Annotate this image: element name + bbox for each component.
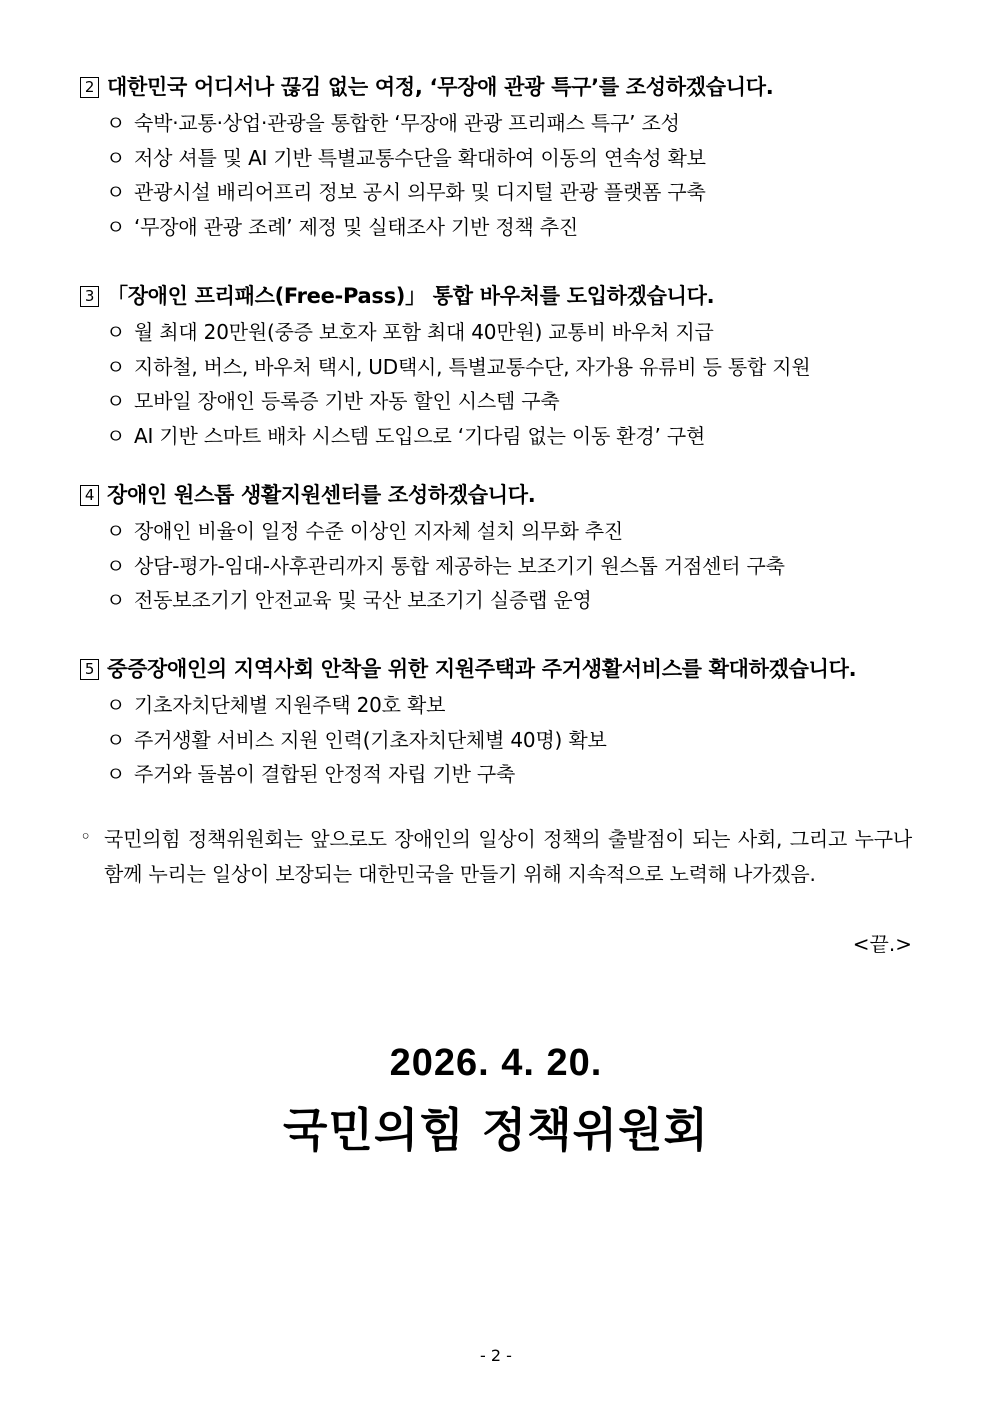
bullet-icon: ㅇ <box>106 519 126 543</box>
bullet-icon: ㅇ <box>106 180 126 204</box>
closing-bullet-icon: ◦ <box>80 826 92 848</box>
item-text: 월 최대 20만원(중증 보호자 포함 최대 40만원) 교통비 바우처 지급 <box>134 320 714 344</box>
list-item <box>80 315 920 350</box>
bullet-icon: ㅇ <box>106 111 126 135</box>
section-title-text: 중증장애인의 지역사회 안착을 위한 지원주택과 주거생활서비스를 확대하겠습니다. <box>107 657 857 681</box>
section-3 <box>80 281 920 453</box>
list-item <box>80 419 920 454</box>
item-text: 숙박·교통·상업·관광을 통합한 ‘무장애 관광 프리패스 특구’ 조성 <box>134 111 680 135</box>
closing-text: 국민의힘 정책위원회는 앞으로도 장애인의 일상이 정책의 출발점이 되는 사회, 그리고 누구나 함께 누리는 일상이 보장되는 대한민국을 만들기 위해 지속적으로 노력해 나가겠음. <box>104 827 912 886</box>
section-items <box>80 688 920 792</box>
list-item <box>80 514 920 549</box>
list-item <box>80 106 920 141</box>
list-item <box>80 210 920 245</box>
bullet-icon: ㅇ <box>106 727 126 752</box>
list-item <box>80 350 920 385</box>
section-items <box>80 315 920 453</box>
item-text: 전동보조기기 안전교육 및 국산 보조기기 실증랩 운영 <box>134 588 592 612</box>
bullet-icon: ㅇ <box>106 389 126 413</box>
section-title-text: 장애인 원스톱 생활지원센터를 조성하겠습니다. <box>107 483 536 507</box>
item-text: 상담-평가-임대-사후관리까지 통합 제공하는 보조기기 원스톱 거점센터 구축 <box>134 553 785 578</box>
bullet-icon: ㅇ <box>106 423 126 448</box>
item-text: ‘무장애 관광 조례’ 제정 및 실태조사 기반 정책 추진 <box>134 214 578 239</box>
list-item <box>80 141 920 176</box>
closing-paragraph <box>80 822 912 892</box>
bullet-icon: ㅇ <box>106 214 126 239</box>
item-text: AI 기반 스마트 배차 시스템 도입으로 ‘기다림 없는 이동 환경’ 구현 <box>134 423 706 448</box>
section-number-box: 3 <box>80 286 99 307</box>
item-text: 주거와 돌봄이 결합된 안정적 자립 기반 구축 <box>134 762 516 786</box>
bullet-icon: ㅇ <box>106 145 126 170</box>
item-text: 기초자치단체별 지원주택 20호 확보 <box>134 693 446 717</box>
list-item <box>80 723 920 758</box>
section-2 <box>80 72 920 244</box>
item-text: 관광시설 배리어프리 정보 공시 의무화 및 디지털 관광 플랫폼 구축 <box>134 180 706 204</box>
section-number-box: 4 <box>80 485 99 506</box>
list-item <box>80 688 920 723</box>
organization-name: 국민의힘 정책위원회 <box>283 1103 709 1157</box>
bullet-icon: ㅇ <box>106 588 126 612</box>
document-date: 2026. 4. 20. <box>389 1042 603 1084</box>
section-number-box: 2 <box>80 77 99 98</box>
section-items <box>80 514 920 618</box>
section-title-text: 대한민국 어디서나 끊김 없는 여정, ‘무장애 관광 특구’를 조성하겠습니다. <box>107 75 774 99</box>
section-title <box>80 480 920 510</box>
item-text: 저상 셔틀 및 AI 기반 특별교통수단을 확대하여 이동의 연속성 확보 <box>134 145 706 170</box>
section-title <box>80 281 920 311</box>
section-title <box>80 654 920 684</box>
page-number: - 2 - <box>480 1346 512 1365</box>
list-item <box>80 757 920 792</box>
section-5 <box>80 654 920 792</box>
item-text: 모바일 장애인 등록증 기반 자동 할인 시스템 구축 <box>134 389 560 413</box>
item-text: 지하철, 버스, 바우처 택시, UD택시, 특별교통수단, 자가용 유류비 등 통합 지원 <box>134 354 811 379</box>
bullet-icon: ㅇ <box>106 320 126 344</box>
list-item <box>80 175 920 210</box>
item-text: 장애인 비율이 일정 수준 이상인 지자체 설치 의무화 추진 <box>134 519 624 543</box>
list-item <box>80 583 920 618</box>
bullet-icon: ㅇ <box>106 693 126 717</box>
section-title <box>80 72 920 102</box>
item-text: 주거생활 서비스 지원 인력(기초자치단체별 40명) 확보 <box>134 727 607 752</box>
end-mark: <끝.> <box>852 932 912 956</box>
bullet-icon: ㅇ <box>106 762 126 786</box>
list-item <box>80 384 920 419</box>
section-title-text: 「장애인 프리패스(Free-Pass)」 통합 바우처를 도입하겠습니다. <box>107 284 715 308</box>
list-item <box>80 549 920 584</box>
section-items <box>80 106 920 244</box>
bullet-icon: ㅇ <box>106 354 126 379</box>
section-number-box: 5 <box>80 659 99 680</box>
bullet-icon: ㅇ <box>106 553 126 578</box>
section-4 <box>80 480 920 618</box>
